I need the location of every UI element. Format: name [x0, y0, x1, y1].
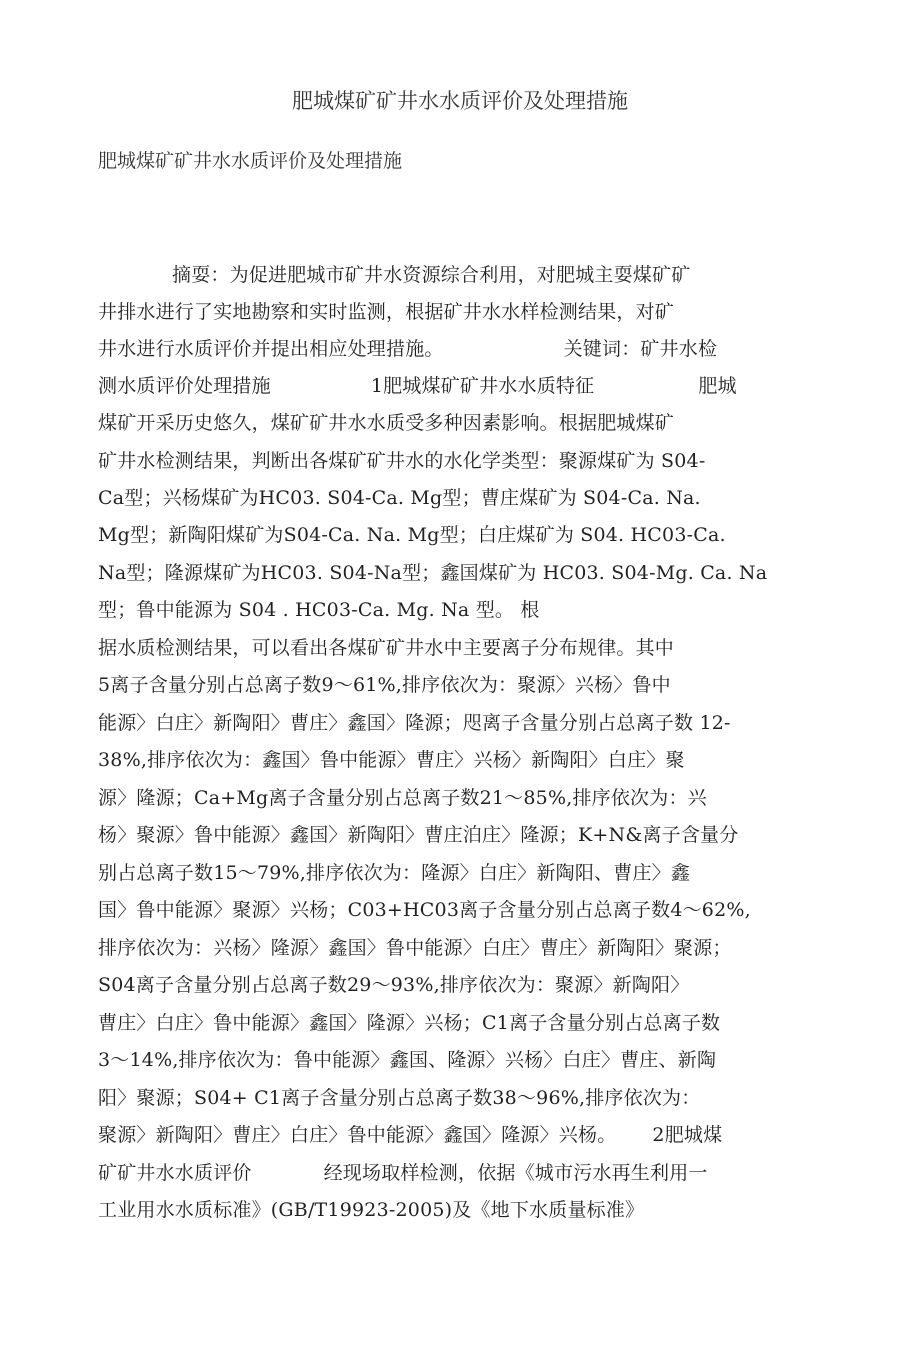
- body-line-9: Na型；隆源煤矿为HC03. S04-Na型；鑫国煤矿为 HC03. S04-Mg. Ca. Na: [98, 562, 768, 584]
- document-title: 肥城煤矿矿井水水质评价及处理措施: [292, 89, 628, 113]
- body-line-22: 3～14%,排序依次为：鲁中能源〉鑫国、隆源〉兴杨〉白庄〉曹庄、新陶: [98, 1049, 717, 1071]
- body-line-17: 别占总离子数15～79%,排序依次为：隆源〉白庄〉新陶阳、曹庄〉鑫: [98, 862, 691, 884]
- body-line-8: Mg型；新陶阳煤矿为S04-Ca. Na. Mg型；白庄煤矿为 S04. HC03-Ca.: [98, 524, 726, 546]
- body-line-24: 聚源〉新陶阳〉曹庄〉白庄〉鲁中能源〉鑫国〉隆源〉兴杨。 2肥城煤: [98, 1124, 723, 1146]
- body-line-20: S04离子含量分别占总离子数29～93%,排序依次为：聚源〉新陶阳〉: [98, 974, 690, 996]
- body-line-5: 煤矿开采历史悠久，煤矿矿井水水质受多种因素影响。根据肥城煤矿: [98, 412, 675, 434]
- body-line-25: 矿矿井水水质评价 经现场取样检测，依据《城市污水再生利用一: [98, 1162, 708, 1184]
- document-subtitle: 肥城煤矿矿井水水质评价及处理措施: [98, 150, 403, 172]
- body-line-12: 5离子含量分别占总离子数9～61%,排序依次为：聚源〉兴杨〉鲁中: [98, 674, 671, 696]
- body-line-26: 工业用水水质标准》(GB/T19923-2005)及《地下水质量标准》: [98, 1199, 645, 1221]
- body-line-14: 38%,排序依次为：鑫国〉鲁中能源〉曹庄〉兴杨〉新陶阳〉白庄〉聚: [98, 749, 685, 771]
- body-line-19: 排序依次为：兴杨〉隆源〉鑫国〉鲁中能源〉白庄〉曹庄〉新陶阳〉聚源；: [98, 937, 732, 959]
- body-line-23: 阳〉聚源；S04+ C1离子含量分别占总离子数38～96%,排序依次为：: [98, 1087, 701, 1109]
- body-line-16: 杨〉聚源〉鲁中能源〉鑫国〉新陶阳〉曹庄泊庄〉隆源；K+N&离子含量分: [98, 824, 739, 846]
- body-line-13: 能源〉白庄〉新陶阳〉曹庄〉鑫国〉隆源；咫离子含量分别占总离子数 12-: [98, 712, 731, 734]
- body-line-10: 型；鲁中能源为 S04 . HC03-Ca. Mg. Na 型。 根: [98, 599, 540, 621]
- body-line-15: 源〉隆源；Ca+Mg离子含量分别占总离子数21～85%,排序依次为：兴: [98, 787, 707, 809]
- body-line-6: 矿井水检测结果，判断出各煤矿矿井水的水化学类型：聚源煤矿为 S04-: [98, 450, 706, 472]
- body-line-11: 据水质检测结果，可以看出各煤矿矿井水中主要离子分布规律。其中: [98, 637, 675, 659]
- body-line-2: 井排水进行了实地勘察和实时监测，根据矿井水水样检测结果，对矿: [98, 301, 675, 323]
- body-line-1: 摘耍：为促进肥城市矿井水资源综合利用，对肥城主耍煤矿矿: [172, 264, 691, 286]
- body-line-18: 国〉鲁中能源〉聚源〉兴杨；C03+HC03离子含量分别占总离子数4～62%,: [98, 899, 751, 921]
- body-line-4: 测水质评价处理措施 1肥城煤矿矿井水水质特征 肥城: [98, 375, 737, 397]
- body-line-7: Ca型；兴杨煤矿为HC03. S04-Ca. Mg型；曹庄煤矿为 S04-Ca. Na.: [98, 487, 701, 509]
- body-line-3: 井水进行水质评价并提出相应处理措施。 关键词：矿井水检: [98, 338, 718, 360]
- body-line-21: 曹庄〉白庄〉鲁中能源〉鑫国〉隆源〉兴杨；C1离子含量分别占总离子数: [98, 1012, 721, 1034]
